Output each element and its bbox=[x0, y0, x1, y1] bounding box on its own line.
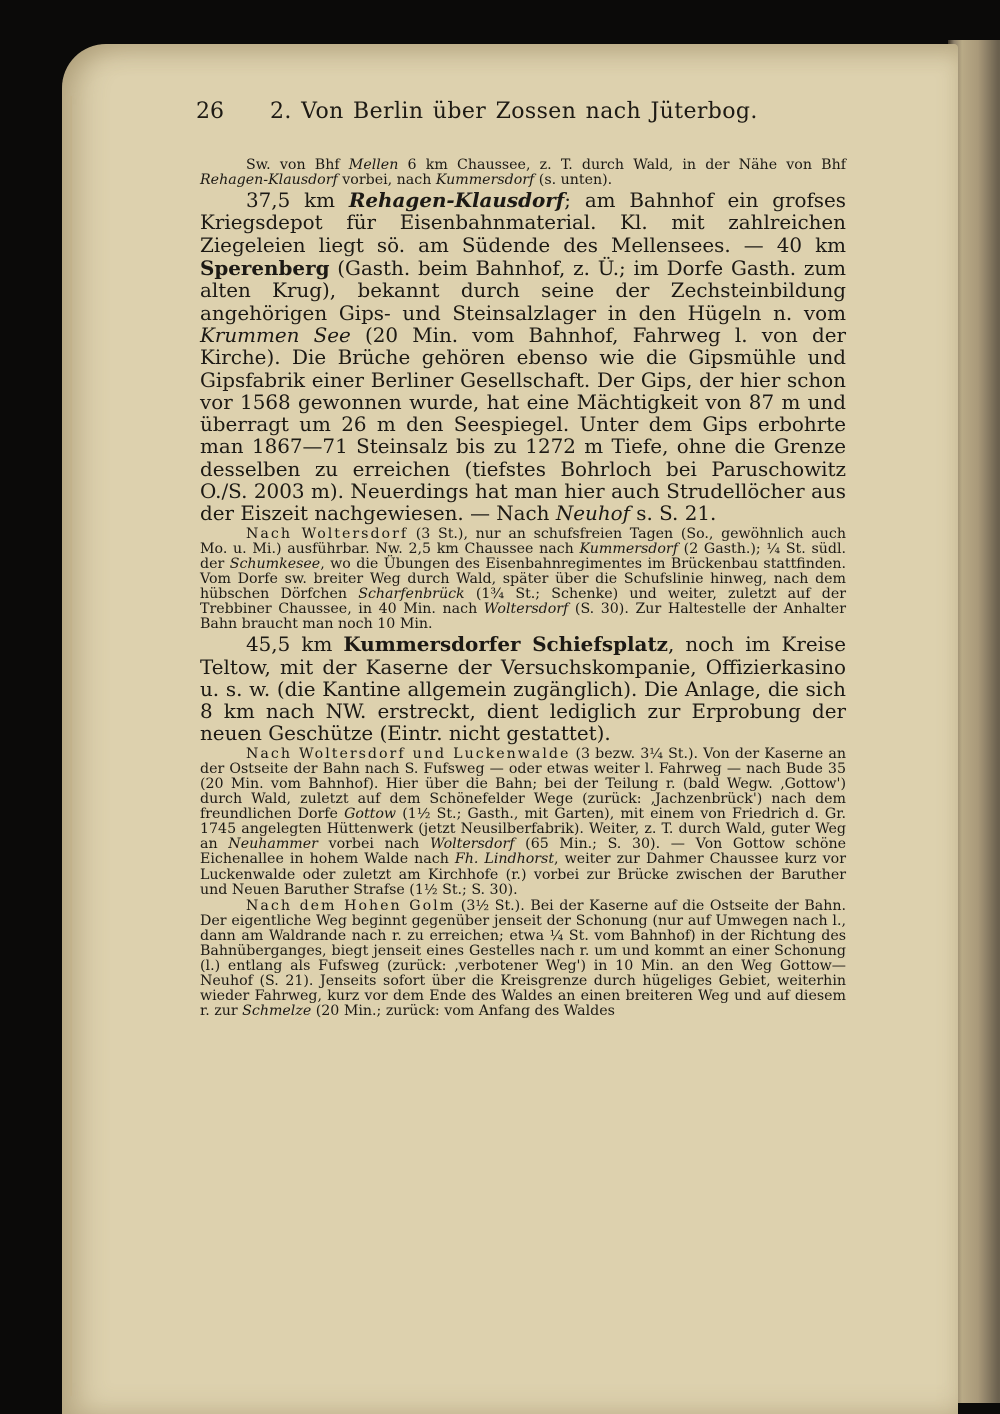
place-name: Woltersdorf bbox=[429, 836, 515, 853]
text-run: 37,5 km bbox=[246, 189, 349, 213]
text-run: (S. 30). Zur Haltestelle der Anhalter Bahn braucht man noch 10 Min. bbox=[200, 601, 846, 633]
text-run: vorbei nach bbox=[317, 836, 430, 853]
route-paragraph bbox=[200, 633, 846, 745]
text-run: (65 Min.; S. 30). — Von Gottow schöne Eichenallee in hohem Walde nach bbox=[200, 836, 846, 868]
text-run: (Gasth. beim Bahnhof, z. Ü.; im Dorfe Gasth. zum alten Krug), bekannt durch seine der Zechsteinbildung angehörigen Gips- und Steinsalzlager in den Hügeln n. vom bbox=[200, 257, 846, 325]
excursion-paragraph bbox=[200, 747, 846, 898]
station-name: Rehagen-Klausdorf bbox=[348, 188, 565, 213]
text-run: ; am Bahnhof ein grofses Kriegsdepot für Eisenbahnmaterial. Kl. mit zahlreichen Ziegeleien liegt sö. am Südende des Mellensees. — 40 km bbox=[200, 189, 846, 257]
place-name: Kummersdorf bbox=[579, 540, 678, 557]
station-name: Sperenberg bbox=[200, 256, 330, 281]
route-paragraph bbox=[200, 189, 846, 525]
place-name: Rehagen-Klausdorf bbox=[200, 172, 338, 189]
place-name: Kummersdorf bbox=[435, 172, 535, 189]
text-run: (3 St.), nur an schufsfreien Tagen (So., gewöhnlich auch Mo. u. Mi.) ausführbar. Nw. 2,5 km Chaussee nach bbox=[200, 525, 846, 557]
page-number: 26 bbox=[196, 99, 224, 124]
text-run: 6 km Chaussee, z. T. durch Wald, in der Nähe von Bhf bbox=[398, 157, 846, 173]
text-run: (1½ St.; Gasth., mit Garten), mit einem von Friedrich d. Gr. 1745 angelegten Hüttenwerk (jetzt Neusilberfabrik). Weiter, z. T. durch Wald, guter Weg an bbox=[200, 806, 846, 853]
text-run: (s. unten). bbox=[534, 172, 613, 189]
text-run: (3½ St.). Bei der Kaserne auf die Ostseite der Bahn. Der eigentliche Weg beginnt gegenüber jenseit der Schonung (nur auf Umwegen nach l., dann am Waldrande nach r. zu erreichen; etwa ¼ St. vom Bahnhof) in der Richtung des Bahnüberganges, biegt jenseit eines Gestelles nach r. um und kommt an einer Schonung (l.) entlang als Fufsweg (zurück: ‚verbotener Weg') in 10 Min. an den Weg Gottow—Neuhof (S. 21). Jenseits sofort über die Kreisgrenze durch hügeliges Gebiet, weiterhin wieder Fahrweg, kurz vor dem Ende des Waldes an einen breiteren Weg und auf diesem r. zur bbox=[200, 897, 846, 1020]
text-run: (3 bezw. 3¼ St.). Von der Kaserne an der Ostseite der Bahn nach S. Fufsweg — oder etwas weiter l. Fahrweg — nach Bude 35 (20 Min. vom Bahnhof). Hier über die Bahn; bei der Teilung r. (bald Wegw. ‚Gottow') durch Wald, zuletzt auf dem Schönefelder Wege (zurück: ‚Jachzenbrück') nach dem freundlichen Dorfe bbox=[200, 745, 847, 823]
place-name: Gottow bbox=[344, 806, 397, 823]
excursion-paragraph bbox=[200, 527, 846, 633]
running-header bbox=[196, 99, 836, 135]
text-run: Sw. von Bhf bbox=[246, 157, 349, 173]
text-run: (1¾ St.; Schenke) und weiter, zuletzt auf der Trebbiner Chaussee, in 40 Min. nach bbox=[200, 586, 846, 618]
page-fold bbox=[70, 96, 72, 1396]
excursion-heading: Nach Woltersdorf bbox=[246, 525, 409, 542]
body-text bbox=[200, 158, 846, 1019]
place-name: Schmelze bbox=[242, 1003, 312, 1020]
place-name: Neuhammer bbox=[228, 836, 318, 853]
chapter-title: 2. Von Berlin über Zossen nach Jüterbog. bbox=[270, 99, 758, 124]
text-run: (20 Min.; zurück: vom Anfang des Waldes bbox=[311, 1003, 615, 1020]
excursion-heading: Nach dem Hohen Golm bbox=[246, 897, 456, 914]
text-run: , noch im Kreise Teltow, mit der Kaserne der Versuchskompanie, Offizierkasino u. s. w. (die Kantine allgemein zugänglich). Die Anlage, die sich 8 km nach NW. erstreckt, dient lediglich zur Erprobung der neuen Geschütze (Eintr. nicht gestattet). bbox=[200, 633, 846, 746]
text-run: (2 Gasth.); ¼ St. südl. der bbox=[200, 540, 846, 572]
excursion-heading: Nach Woltersdorf und Luckenwalde bbox=[246, 745, 571, 762]
place-name: Fh. Lindhorst bbox=[454, 851, 555, 868]
station-name: Kummersdorfer Schiefsplatz bbox=[343, 632, 668, 657]
place-name: Mellen bbox=[348, 157, 399, 173]
text-run: , wo die Übungen des Eisenbahnregimentes im Brückenbau stattfinden. Vom Dorfe sw. breiter Weg durch Wald, später über die Schufslinie hinweg, nach dem hübschen Dörfchen bbox=[200, 555, 846, 603]
text-run: s. S. 21. bbox=[629, 502, 717, 526]
place-name: Schumkesee bbox=[229, 555, 321, 572]
text-run: (20 Min. vom Bahnhof, Fahrweg l. von der Kirche). Die Brüche gehören ebenso wie die Gipsmühle und Gipsfabrik einer Berliner Gesellschaft. Der Gips, der hier schon vor 1568 gewonnen wurde, hat eine Mächtigkeit von 87 m und überragt um 26 m den Seespiegel. Unter dem Gips erbohrte man 1867—71 Steinsalz bis zu 1272 m Tiefe, ohne die Grenze desselben zu erreichen (tiefstes Bohrloch bei Paruschowitz O./S. 2003 m). Neuerdings hat man hier auch Strudellöcher aus der Eiszeit nachgewiesen. — Nach bbox=[200, 323, 846, 526]
excursion-paragraph bbox=[200, 899, 846, 1020]
excursion-paragraph bbox=[200, 158, 846, 188]
text-run: 45,5 km bbox=[246, 633, 344, 657]
place-name: Neuhof bbox=[555, 502, 630, 526]
text-run: , weiter zur Dahmer Chaussee kurz vor Luckenwalde oder zuletzt am Kirchhofe (r.) vorbei zur Brücke zwischen der Baruther und Neuen Baruther Strafse (1½ St.; S. 30). bbox=[200, 851, 846, 898]
place-name: Woltersdorf bbox=[483, 601, 569, 618]
place-name: Scharfenbrück bbox=[358, 586, 465, 603]
text-run: vorbei, nach bbox=[337, 172, 436, 189]
place-name: Krummen See bbox=[200, 323, 351, 347]
